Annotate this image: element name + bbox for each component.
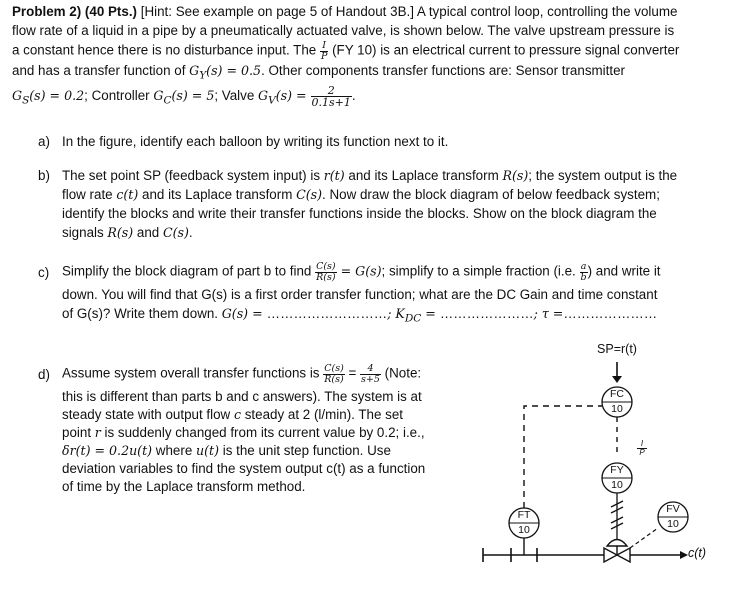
d-4-over-s5-fraction: $\frac{4}{s+5}$ — [361, 363, 380, 385]
gs-expr: $G_S(s) = 0.2$ — [12, 88, 85, 107]
intro-line-4: and has a transfer function of $G_Y(s) = 0.5$. Other components transfer functions are: Sensor transmitter — [12, 63, 626, 82]
control-loop-diagram — [470, 340, 731, 600]
part-b-line-4: signals R(s) and C(s). — [62, 225, 193, 240]
part-b-line-2: flow rate c(t) and its Laplace transform C(s). Now draw the block diagram of below feedback system; — [62, 187, 660, 202]
part-d-line-7: of time by the Laplace transform method. — [62, 479, 306, 494]
gv-fraction: $\frac{2}{0.1s+1}$ — [311, 84, 351, 109]
part-c-line-3: of G(s)? Write them down. G(s) = ………………………; $K_{DC}$ = …………………; τ =………………… — [62, 306, 658, 325]
fy-to-valve-signal — [611, 493, 623, 540]
part-a-text: In the figure, identify each balloon by writing its function next to it. — [62, 134, 449, 149]
output-label: c(t) — [688, 546, 707, 560]
valve-actuator — [607, 540, 627, 547]
fv-label-top: FV — [666, 503, 680, 515]
cs-over-rs-fraction: $\frac{C(s)}{R(s)}$ — [316, 261, 336, 283]
fy-label-bottom: 10 — [611, 479, 623, 491]
problem-header: Problem 2) (40 Pts.) — [12, 4, 138, 19]
control-loop-svg — [470, 340, 731, 600]
fc-label-top: FC — [610, 388, 624, 400]
process-pipe — [483, 548, 680, 562]
intro-line-5: $G_S(s) = 0.2$; Controller $G_C(s) = 5$; Valve $G_V(s)$ = $\frac{2}{0.1s+1}$ . — [12, 84, 356, 109]
ft-label-top: FT — [517, 509, 531, 521]
fc-label-bottom: 10 — [611, 403, 623, 415]
part-c-line-1: Simplify the block diagram of part b to find $\frac{C(s)}{R(s)}$ = G(s); simplify to a simple fraction (i.e. $\frac{a}{b}$ ) and write it — [62, 261, 661, 283]
fy-label-top: FY — [610, 464, 624, 476]
part-c-line-2: down. You will find that G(s) is a first order transfer function; what are the DC Gain and time constant — [62, 287, 658, 302]
part-a-label: a) — [38, 134, 50, 149]
part-d-line-3: steady state with output flow c steady at 2 (l/min). The set — [62, 407, 404, 422]
part-b-line-1: The set point SP (feedback system input) is r(t) and its Laplace transform R(s); the system output is the — [62, 168, 678, 183]
answer-blank-tau: ………………… — [563, 306, 658, 321]
a-over-b-fraction: $\frac{a}{b}$ — [580, 261, 587, 283]
setpoint-label: SP=r(t) — [597, 342, 637, 356]
gc-expr: $G_C(s) = 5$ — [153, 88, 215, 107]
intro-line-2: flow rate of a liquid in a pipe by a pneumatically actuated valve, is shown below. The valve upstream pressure is — [12, 23, 675, 38]
part-b-label: b) — [38, 168, 50, 183]
gy-expr: $G_Y(s) = 0.5$ — [189, 63, 262, 82]
part-d-line-2: this is different than parts b and c answers). The system is at — [62, 389, 422, 404]
output-arrow — [680, 551, 688, 559]
ip-converter-label: I P — [637, 440, 647, 457]
part-d-line-5: δr(t) = 0.2u(t) where u(t) is the unit step function. Use — [62, 443, 391, 458]
valve-to-fv-link — [630, 528, 658, 548]
part-b-line-3: identify the blocks and write their transfer functions inside the blocks. Show on the block diagram the — [62, 206, 657, 221]
gv-expr: $G_V(s)$ = — [258, 88, 311, 107]
part-c-label: c) — [38, 265, 50, 280]
setpoint-arrow — [612, 362, 622, 383]
part-d-label: d) — [38, 367, 50, 382]
answer-blank-gs: ……………………… — [266, 306, 388, 321]
part-d-line-6: deviation variables to find the system output c(t) as a function — [62, 461, 426, 476]
intro-line-3: a constant hence there is no disturbance input. The $\frac{I}{P}$ (FY 10) is an electrical current to pressure signal converter — [12, 40, 680, 62]
ft-label-bottom: 10 — [518, 524, 530, 536]
part-d-line-4: point r is suddenly changed from its current value by 0.2; i.e., — [62, 425, 425, 440]
intro-line-1: Problem 2) (40 Pts.) [Hint: See example on page 5 of Handout 3B.] A typical control loop, controlling the volume — [12, 4, 678, 19]
ft-to-fc-signal — [524, 406, 602, 508]
fv-label-bottom: 10 — [667, 518, 679, 530]
ip-fraction: $\frac{I}{P}$ — [320, 40, 328, 62]
d-cs-over-rs-fraction: $\frac{C(s)}{R(s)}$ — [324, 363, 344, 385]
part-d-line-1: Assume system overall transfer functions is $\frac{C(s)}{R(s)}$ = $\frac{4}{s+5}$ (Note: — [62, 363, 422, 385]
answer-blank-kdc: ………………… — [439, 306, 534, 321]
